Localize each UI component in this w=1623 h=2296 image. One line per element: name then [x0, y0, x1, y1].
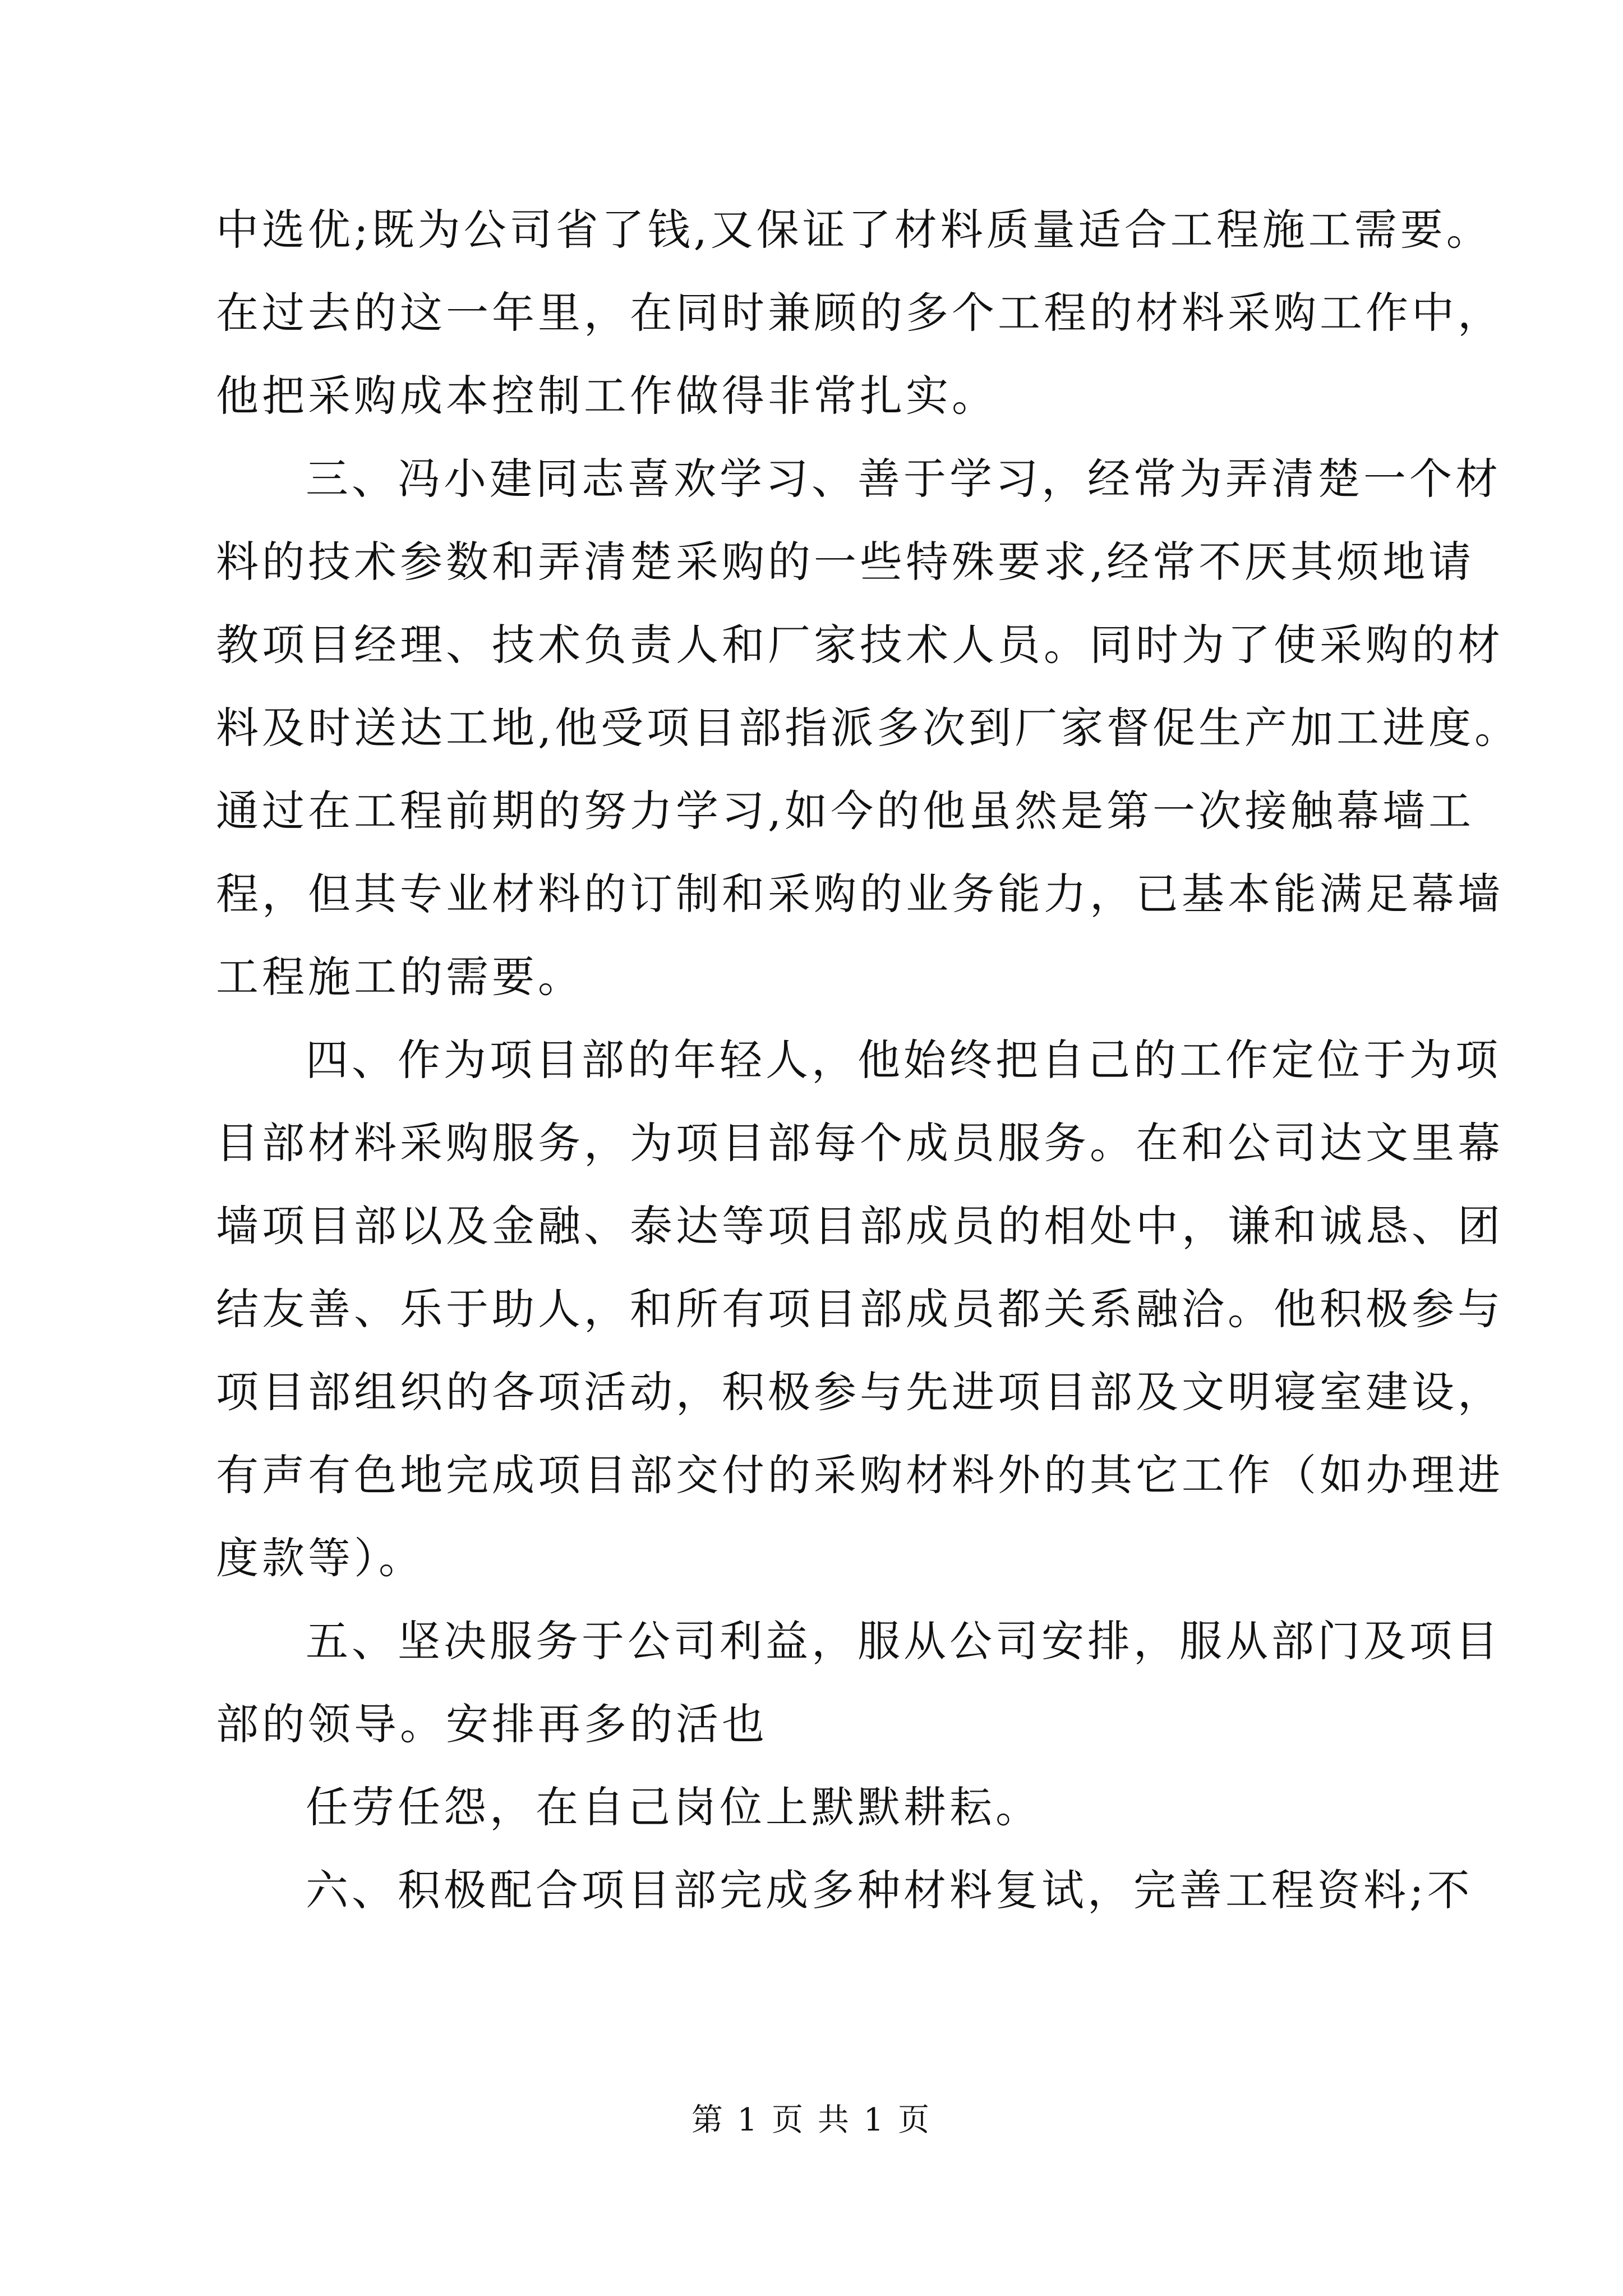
- text-line: 工程施工的需要。: [216, 952, 584, 1002]
- document-body: [216, 188, 1521, 1932]
- text-line: 在过去的这一年里，在同时兼顾的多个工程的材料采购工作中，: [216, 288, 1504, 338]
- text-line: 有声有色地完成项目部交付的采购材料外的其它工作（如办理进: [216, 1450, 1504, 1500]
- text-line: 结友善、乐于助人，和所有项目部成员都关系融洽。他积极参与: [216, 1284, 1504, 1334]
- text-line: 他把采购成本控制工作做得非常扎实。: [216, 371, 998, 421]
- text-line: 中选优;既为公司省了钱,又保证了材料质量适合工程施工需要。: [216, 205, 1492, 255]
- text-line: 度款等）。: [216, 1533, 425, 1583]
- text-line: 项目部组织的各项活动，积极参与先进项目部及文明寝室建设，: [216, 1367, 1504, 1417]
- paragraph-start-line: 三、冯小建同志喜欢学习、善于学习，经常为弄清楚一个材: [306, 454, 1501, 504]
- text-line: 通过在工程前期的努力学习,如今的他虽然是第一次接触幕墙工: [216, 786, 1475, 836]
- paragraph-start-line: 四、作为项目部的年轻人，他始终把自己的工作定位于为项: [306, 1035, 1501, 1085]
- text-line: 程，但其专业材料的订制和采购的业务能力，已基本能满足幕墙: [216, 869, 1504, 919]
- text-line: 料及时送达工地,他受项目部指派多次到厂家督促生产加工进度。: [216, 703, 1521, 753]
- paragraph-start-line: 五、坚决服务于公司利益，服从公司安排，服从部门及项目: [306, 1616, 1501, 1666]
- text-line: 墙项目部以及金融、泰达等项目部成员的相处中，谦和诚恳、团: [216, 1201, 1504, 1251]
- page-footer: 第 1 页 共 1 页: [691, 2102, 932, 2138]
- text-line: 教项目经理、技术负责人和厂家技术人员。同时为了使采购的材: [216, 620, 1504, 670]
- paragraph-start-line: 六、积极配合项目部完成多种材料复试，完善工程资料;不: [306, 1865, 1473, 1915]
- text-line: 料的技术参数和弄清楚采购的一些特殊要求,经常不厌其烦地请: [216, 537, 1475, 587]
- paragraph-start-line: 任劳任怨，在自己岗位上默默耕耘。: [306, 1782, 1041, 1832]
- text-line: 目部材料采购服务，为项目部每个成员服务。在和公司达文里幕: [216, 1118, 1504, 1168]
- text-line: 部的领导。安排再多的活也: [216, 1699, 768, 1749]
